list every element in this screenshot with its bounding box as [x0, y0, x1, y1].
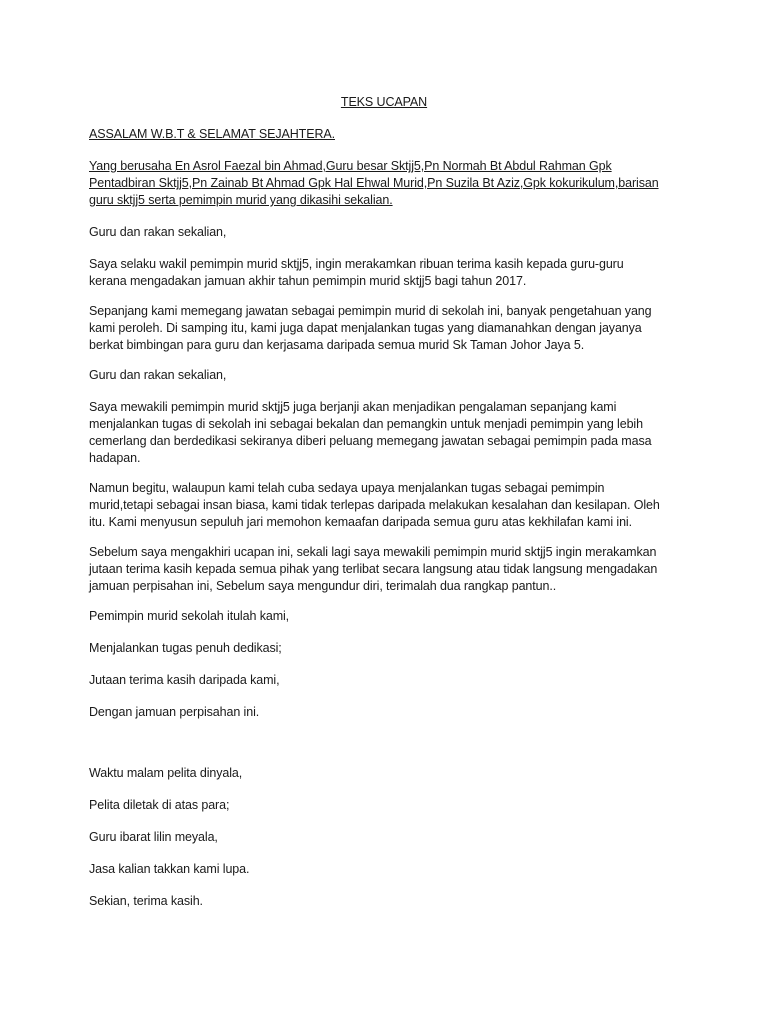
text-line: murid,tetapi sebagai insan biasa, kami tidak terlepas daripada melakukan kesalahan dan kesilapan. Oleh — [89, 498, 660, 512]
address-line: Yang berusaha En Asrol Faezal bin Ahmad,Guru besar Sktjj5,Pn Normah Bt Abdul Rahman Gpk — [89, 159, 612, 173]
pantun-line: Waktu malam pelita dinyala, — [89, 766, 243, 780]
address-line: guru sktjj5 serta pemimpin murid yang dikasihi sekalian. — [89, 193, 393, 207]
paragraph-3 — [89, 399, 689, 467]
pantun-line: Menjalankan tugas penuh dedikasi; — [89, 641, 282, 655]
text-line: berkat bimbingan para guru dan kerjasama daripada semua murid Sk Taman Johor Jaya 5. — [89, 338, 585, 352]
text-line: kerana mengadakan jamuan akhir tahun pemimpin murid sktjj5 bagi tahun 2017. — [89, 274, 527, 288]
text-line: Saya selaku wakil pemimpin murid sktjj5, ingin merakamkan ribuan terima kasih kepada guru-guru — [89, 257, 624, 271]
text-line: kami peroleh. Di samping itu, kami juga dapat menjalankan tugas yang diamanahkan dengan jayanya — [89, 321, 642, 335]
paragraph-5 — [89, 544, 689, 595]
text-line: Namun begitu, walaupun kami telah cuba sedaya upaya menjalankan tugas sebagai pemimpin — [89, 481, 605, 495]
pantun-line: Jutaan terima kasih daripada kami, — [89, 673, 280, 687]
pantun-2 — [89, 765, 689, 878]
pantun-line: Guru ibarat lilin meyala, — [89, 830, 218, 844]
text-line: hadapan. — [89, 451, 141, 465]
stanza-gap — [89, 736, 689, 765]
paragraph-2 — [89, 303, 689, 354]
paragraph-4 — [89, 480, 689, 531]
salutation-1: Guru dan rakan sekalian, — [89, 225, 227, 239]
address-line: Pentadbiran Sktjj5,Pn Zainab Bt Ahmad Gpk Hal Ehwal Murid,Pn Suzila Bt Aziz,Gpk kokurikulum,barisan — [89, 176, 659, 190]
text-line: Sepanjang kami memegang jawatan sebagai pemimpin murid di sekolah ini, banyak pengetahuan yang — [89, 304, 652, 318]
document-title: TEKS UCAPAN — [340, 95, 428, 109]
text-line: jutaan terima kasih kepada semua pihak yang terlibat secara langsung atau tidak langsung mengadakan — [89, 562, 658, 576]
text-line: cemerlang dan berdedikasi sekiranya diberi peluang memegang jawatan sebagai pemimpin pada masa — [89, 434, 652, 448]
pantun-line: Dengan jamuan perpisahan ini. — [89, 705, 260, 719]
pantun-line: Pelita diletak di atas para; — [89, 798, 230, 812]
pantun-line: Pemimpin murid sekolah itulah kami, — [89, 609, 290, 623]
address-paragraph — [89, 158, 689, 209]
text-line: jamuan perpisahan ini, Sebelum saya mengundur diri, terimalah dua rangkap pantun.. — [89, 579, 557, 593]
text-line: menjalankan tugas di sekolah ini sebagai bekalan dan pemangkin untuk menjadi pemimpin yang lebih — [89, 417, 643, 431]
text-line: Sebelum saya mengakhiri ucapan ini, sekali lagi saya mewakili pemimpin murid sktjj5 ingin merakamkan — [89, 545, 657, 559]
text-line: itu. Kami menyusun sepuluh jari memohon kemaafan daripada semua guru atas kekhilafan kami ini. — [89, 515, 632, 529]
closing-line: Sekian, terima kasih. — [89, 894, 203, 908]
text-line: Saya mewakili pemimpin murid sktjj5 juga berjanji akan menjadikan pengalaman sepanjang kami — [89, 400, 617, 414]
opening-greeting: ASSALAM W.B.T & SELAMAT SEJAHTERA. — [89, 127, 335, 141]
pantun-1 — [89, 608, 689, 721]
salutation-2: Guru dan rakan sekalian, — [89, 368, 227, 382]
document-page — [89, 94, 689, 925]
pantun-line: Jasa kalian takkan kami lupa. — [89, 862, 250, 876]
paragraph-1 — [89, 256, 689, 290]
